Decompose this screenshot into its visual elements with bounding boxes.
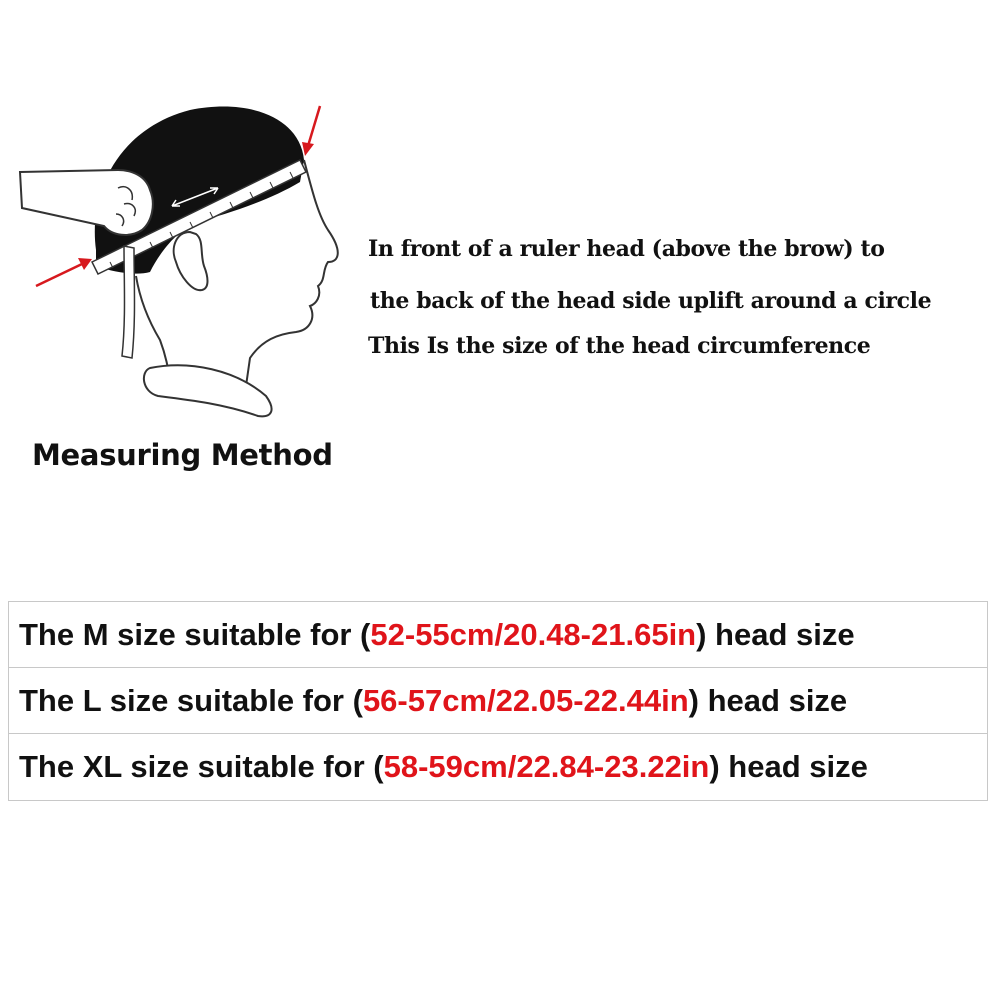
ear-outline bbox=[174, 232, 208, 290]
size-row-m bbox=[9, 602, 987, 668]
size-range: 56-57cm/22.05-22.44in bbox=[362, 682, 689, 718]
size-row-suffix: ) head size bbox=[709, 749, 868, 784]
hand-outline bbox=[20, 170, 153, 235]
red-arrow-front bbox=[302, 106, 320, 156]
collar-outline bbox=[144, 365, 272, 416]
size-row-suffix: ) head size bbox=[696, 616, 855, 652]
instruction-line-3: This Is the size of the head circumference bbox=[368, 333, 871, 359]
size-row-prefix: The M size suitable for ( bbox=[19, 616, 371, 652]
size-row-l bbox=[9, 668, 987, 734]
instruction-line-1: In front of a ruler head (above the brow) to bbox=[368, 236, 885, 262]
size-table bbox=[8, 601, 988, 801]
size-range: 52-55cm/20.48-21.65in bbox=[370, 616, 697, 652]
instruction-line-2: the back of the head side uplift around a circle bbox=[370, 288, 932, 314]
size-row-prefix: The XL size suitable for ( bbox=[19, 749, 384, 784]
size-row-suffix: ) head size bbox=[688, 682, 848, 718]
red-arrow-back bbox=[36, 258, 92, 286]
size-range: 58-59cm/22.84-23.22in bbox=[383, 749, 710, 784]
tape-tail bbox=[122, 246, 135, 358]
head-measurement-illustration bbox=[0, 90, 360, 450]
size-row-xl bbox=[9, 734, 987, 800]
neck-outline bbox=[136, 276, 170, 380]
measuring-method-caption: Measuring Method bbox=[32, 438, 333, 472]
size-row-prefix: The L size suitable for ( bbox=[19, 682, 363, 718]
